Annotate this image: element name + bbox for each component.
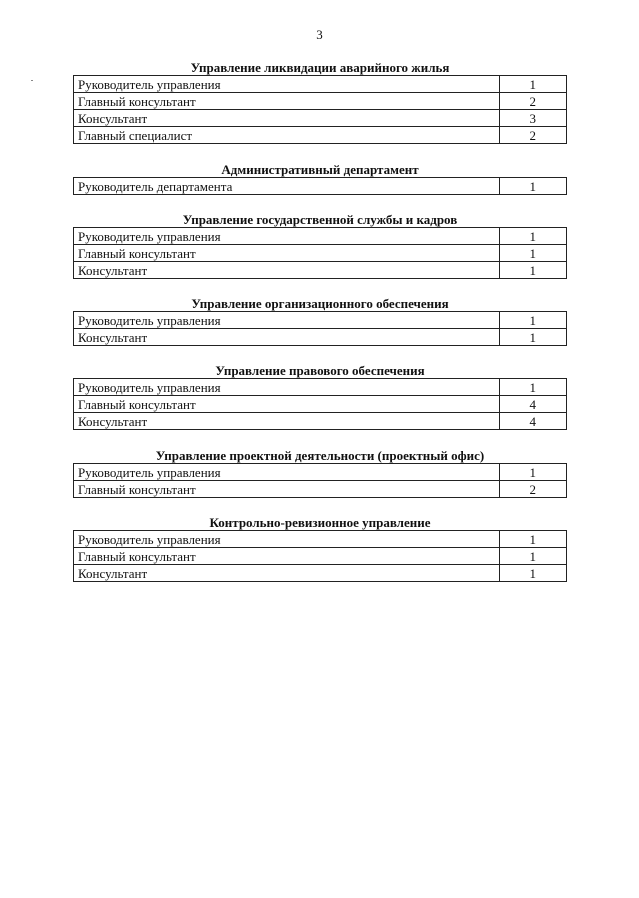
position-cell: Консультант — [74, 329, 500, 346]
table-row — [74, 93, 567, 110]
table-row — [74, 312, 567, 329]
section-title: Управление ликвидации аварийного жилья — [190, 60, 450, 75]
count-cell: 4 — [499, 413, 566, 430]
table-row — [74, 110, 567, 127]
section-title: Управление государственной службы и кадров — [182, 212, 458, 227]
count-cell: 1 — [499, 531, 566, 548]
count-cell: 1 — [499, 312, 566, 329]
count-cell: 2 — [499, 127, 566, 144]
table-row — [74, 262, 567, 279]
table-row — [74, 329, 567, 346]
count-cell: 3 — [499, 110, 566, 127]
staff-table — [73, 177, 567, 195]
section-title: Управление проектной деятельности (проектный офис) — [155, 448, 485, 463]
table-row — [74, 531, 567, 548]
position-cell: Консультант — [74, 262, 500, 279]
table-row — [74, 464, 567, 481]
count-cell: 1 — [499, 245, 566, 262]
table-row — [74, 245, 567, 262]
table-row — [74, 481, 567, 498]
position-cell: Консультант — [74, 413, 500, 430]
count-cell: 1 — [499, 76, 566, 93]
position-cell: Главный консультант — [74, 548, 500, 565]
position-cell: Руководитель управления — [74, 379, 500, 396]
table-row — [74, 379, 567, 396]
position-cell: Руководитель управления — [74, 464, 500, 481]
table-row — [74, 127, 567, 144]
section-title: Управление организационного обеспечения — [191, 296, 449, 311]
position-cell: Консультант — [74, 110, 500, 127]
section-project-office — [73, 449, 567, 498]
table-row — [74, 228, 567, 245]
count-cell: 2 — [499, 481, 566, 498]
staff-table — [73, 311, 567, 346]
section-administrative-department — [73, 163, 567, 195]
position-cell: Консультант — [74, 565, 500, 582]
table-row — [74, 178, 567, 195]
position-cell: Главный консультант — [74, 245, 500, 262]
count-cell: 1 — [499, 178, 566, 195]
section-civil-service-personnel — [73, 213, 567, 279]
position-cell: Руководитель управления — [74, 531, 500, 548]
section-title: Административный департамент — [221, 162, 419, 177]
section-emergency-housing — [73, 61, 567, 144]
count-cell: 1 — [499, 228, 566, 245]
position-cell: Главный консультант — [74, 93, 500, 110]
staff-table — [73, 378, 567, 430]
count-cell: 1 — [499, 565, 566, 582]
table-row — [74, 565, 567, 582]
staff-table — [73, 530, 567, 582]
section-title: Контрольно-ревизионное управление — [209, 515, 431, 530]
count-cell: 1 — [499, 379, 566, 396]
staff-table — [73, 463, 567, 498]
position-cell: Главный специалист — [74, 127, 500, 144]
scan-dot-mark — [31, 80, 33, 81]
table-row — [74, 76, 567, 93]
section-organizational-support — [73, 297, 567, 346]
table-row — [74, 548, 567, 565]
position-cell: Руководитель управления — [74, 228, 500, 245]
position-cell: Руководитель департамента — [74, 178, 500, 195]
page-number: 3 — [316, 27, 323, 42]
position-cell: Главный консультант — [74, 396, 500, 413]
count-cell: 4 — [499, 396, 566, 413]
table-row — [74, 396, 567, 413]
count-cell: 1 — [499, 464, 566, 481]
section-legal-support — [73, 364, 567, 430]
count-cell: 1 — [499, 548, 566, 565]
count-cell: 1 — [499, 329, 566, 346]
staff-table — [73, 75, 567, 144]
staff-table — [73, 227, 567, 279]
section-control-audit — [73, 516, 567, 582]
section-title: Управление правового обеспечения — [215, 363, 425, 378]
position-cell: Главный консультант — [74, 481, 500, 498]
table-row — [74, 413, 567, 430]
position-cell: Руководитель управления — [74, 76, 500, 93]
count-cell: 2 — [499, 93, 566, 110]
count-cell: 1 — [499, 262, 566, 279]
position-cell: Руководитель управления — [74, 312, 500, 329]
